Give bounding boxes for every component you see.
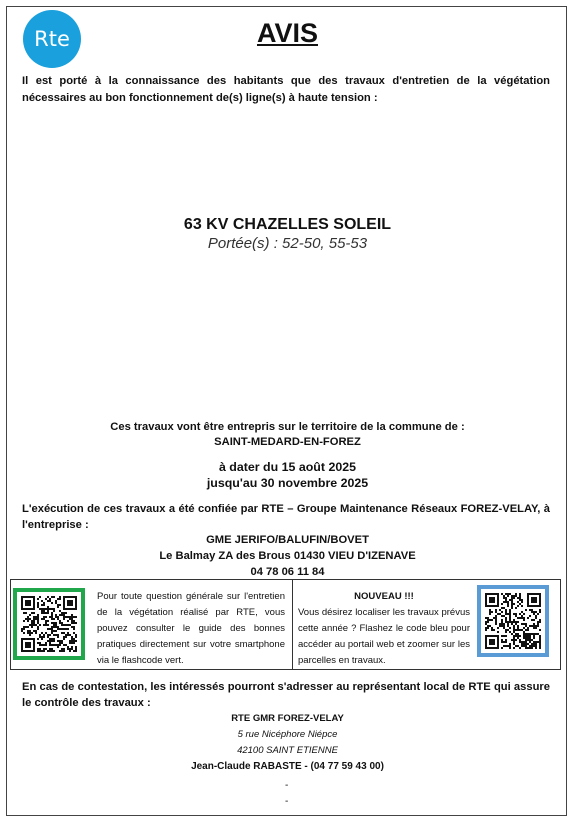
contractor-address: Le Balmay ZA des Brous 01430 VIEU D'IZENAVE [159, 550, 416, 562]
portal-text: Vous désirez localiser les travaux prévus cette année ? Flashez le code bleu pour accéder au portail web et zoomer sur les parcelles en travaux. [298, 607, 470, 666]
start-date: à dater du 15 août 2025 [218, 460, 357, 474]
contact-street: 5 rue Nicéphore Niépce [237, 729, 338, 740]
portal-qr-text [298, 589, 470, 669]
execution-paragraph: L'exécution de ces travaux a été confiée par RTE – Groupe Maintenance Réseaux FOREZ-VELAY, à l'entreprise : [22, 503, 550, 531]
new-heading: NOUVEAU !!! [354, 591, 414, 602]
contest-paragraph: En cas de contestation, les intéressés pourront s'adresser au représentant local de RTE qui assure le contrôle des travaux : [22, 681, 550, 709]
intro-paragraph: Il est porté à la connaissance des habitants que des travaux d'entretien de la végétation nécessaires au bon fonctionnement de(s) ligne(s) à haute tension : [22, 75, 550, 104]
blue-qr-code[interactable] [477, 585, 549, 657]
qr-code-icon [485, 593, 541, 649]
guide-qr-text: Pour toute question générale sur l'entretien de la végétation réalisé par RTE, vous pouvez consulter le guide des bonnes pratiques directement sur votre smartphone via le flashcode vert. [97, 591, 285, 666]
dash-line: - [285, 796, 289, 807]
power-line-name: 63 KV CHAZELLES SOLEIL [183, 216, 392, 233]
contractor-name: GME JERIFO/BALUFIN/BOVET [206, 534, 369, 546]
contact-person: Jean-Claude RABASTE - (04 77 59 43 00) [191, 761, 384, 772]
contact-city: 42100 SAINT ETIENNE [237, 745, 338, 756]
qr-code-icon [21, 596, 77, 652]
qr-section-divider [292, 579, 293, 670]
contractor-info [0, 532, 575, 580]
green-qr-code[interactable] [13, 588, 85, 660]
rte-logo-text: Rte [34, 27, 70, 51]
end-date: jusqu'au 30 novembre 2025 [206, 476, 369, 490]
works-dates [0, 459, 575, 491]
notice-title: AVIS [256, 18, 318, 48]
works-text: Ces travaux vont être entrepris sur le territoire de la commune de : [110, 421, 465, 433]
contact-org: RTE GMR FOREZ-VELAY [231, 713, 344, 724]
dash-line: - [285, 780, 289, 791]
contractor-phone: 04 78 06 11 84 [250, 566, 325, 578]
power-line-spans: Portée(s) : 52-50, 55-53 [207, 235, 368, 252]
commune-name: SAINT-MEDARD-EN-FOREZ [214, 436, 361, 448]
rte-contact [0, 711, 575, 759]
works-location [0, 420, 575, 450]
